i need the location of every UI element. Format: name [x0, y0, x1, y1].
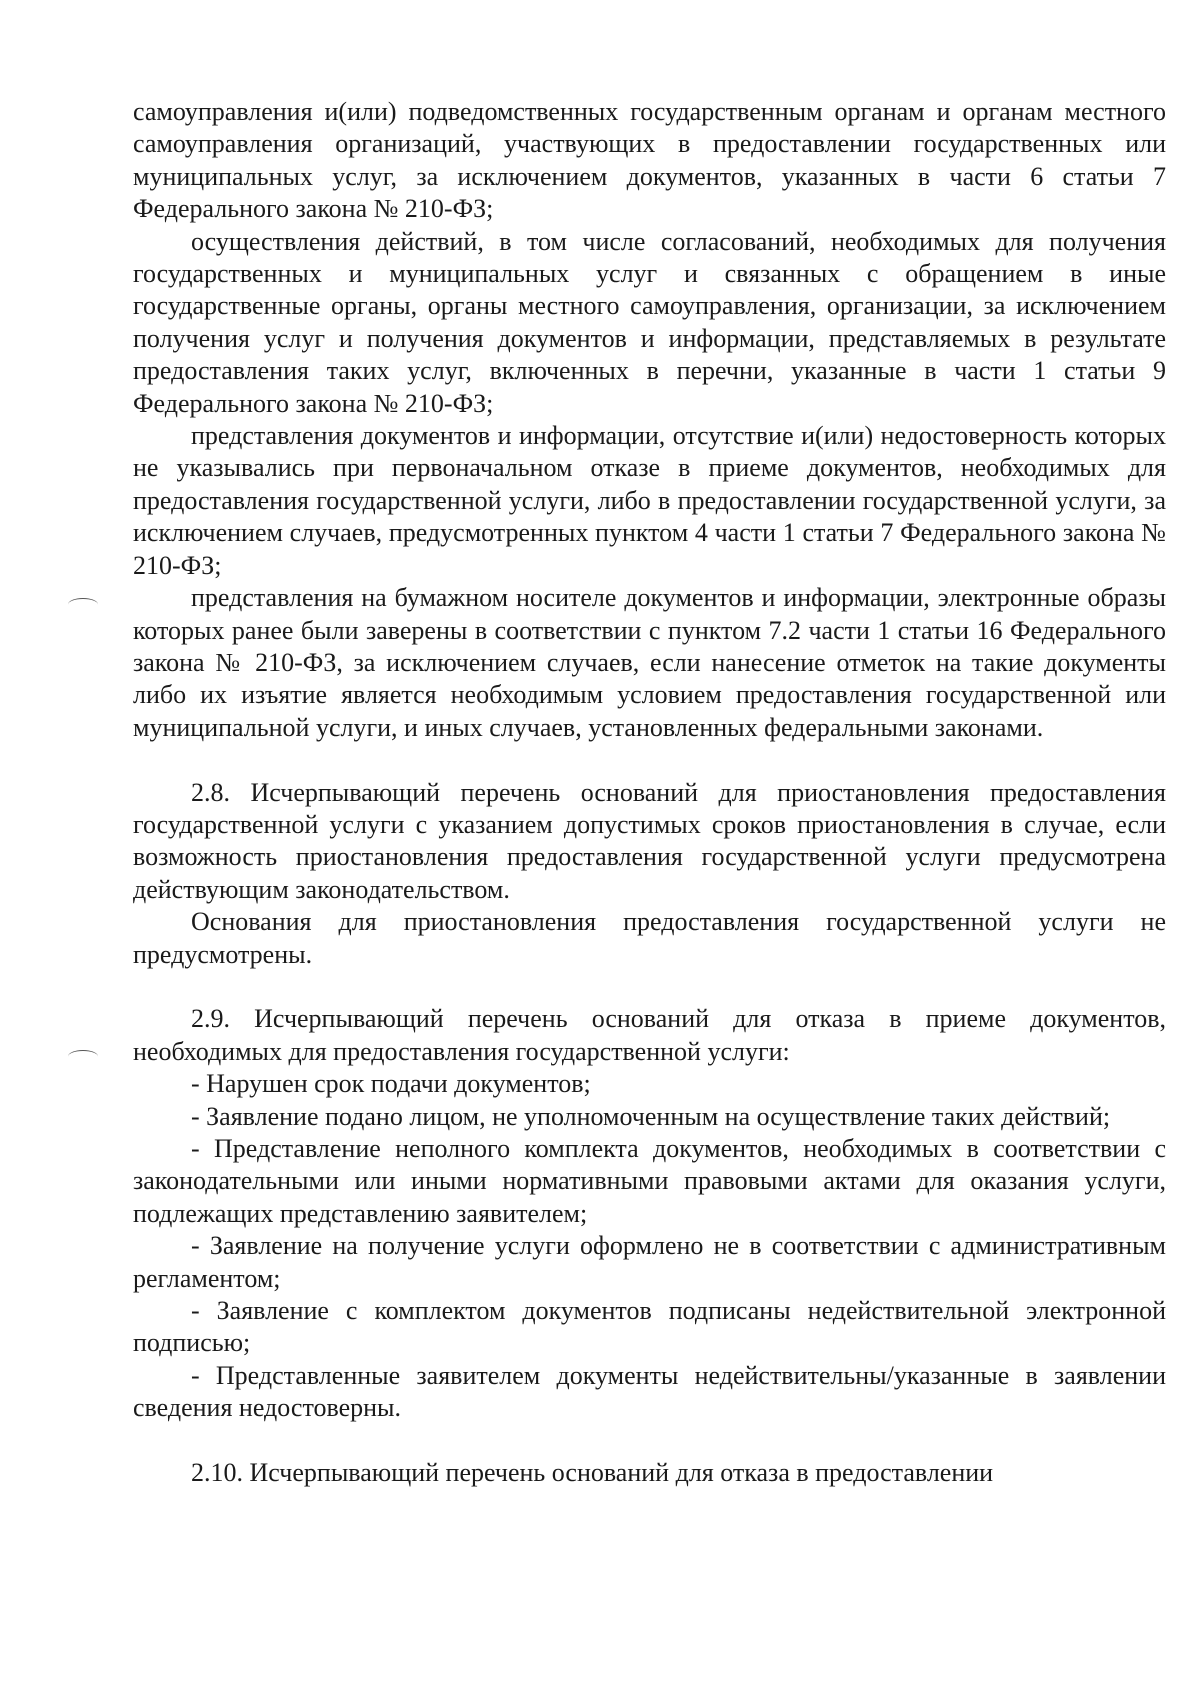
list-item: - Заявление с комплектом документов подписаны недействительной электронной подписью;: [133, 1296, 1166, 1358]
list-item: - Представленные заявителем документы недействительны/указанные в заявлении сведения недостоверны.: [133, 1360, 1166, 1423]
document-body: [133, 96, 1166, 1489]
list-item: - Представление неполного комплекта документов, необходимых в соответствии с законодательными или иными нормативными правовыми актами для оказания услуги, подлежащих представлению заявителем;: [133, 1133, 1166, 1228]
list-item: - Заявление подано лицом, не уполномоченным на осуществление таких действий;: [191, 1101, 1111, 1131]
list-item: - Нарушен срок подачи документов;: [191, 1069, 591, 1099]
scan-margin-mark: [68, 598, 98, 611]
paragraph-documents: представления документов и информации, отсутствие и(или) недостоверность которых не указывались при первоначальном отказе в приеме документов, необходимых для предоставления государственной услуги, либо в предоставлении государственной услуги, за исключением случаев, предусмотренных пунктом 4 части 1 статьи 7 Федерального закона № 210-ФЗ;: [133, 421, 1166, 580]
paragraph-continuation: самоуправления и(или) подведомственных государственным органам и органам местного самоуправления организаций, участвующих в предоставлении государственных или муниципальных услуг, за исключением документов, указанных в части 6 статьи 7 Федерального закона № 210-ФЗ;: [133, 97, 1166, 224]
scan-margin-mark: [68, 1050, 98, 1063]
section-2-8-text: Основания для приостановления предоставления государственной услуги не предусмотрены.: [133, 907, 1166, 969]
paragraph-actions: осуществления действий, в том числе согласований, необходимых для получения государственных и муниципальных услуг и связанных с обращением в иные государственные органы, органы местного самоуправления, организации, за исключением получения услуг и получения документов и информации, представляемых в результате предоставления таких услуг, включенных в перечни, указанные в части 1 статьи 9 Федерального закона № 210-ФЗ;: [133, 226, 1166, 418]
section-2-8-heading: 2.8. Исчерпывающий перечень оснований для приостановления предоставления государственной услуги с указанием допустимых сроков приостановления в случае, если возможность приостановления предоставления государственной услуги предусмотрена действующим законодательством.: [133, 777, 1166, 904]
section-2-9-heading: 2.9. Исчерпывающий перечень оснований для отказа в приеме документов, необходимых для предоставления государственной услуги:: [133, 1004, 1166, 1066]
paragraph-paper-media: представления на бумажном носителе документов и информации, электронные образы которых ранее были заверены в соответствии с пунктом 7.2 части 1 статьи 16 Федерального закона № 210-ФЗ, за исключением случаев, если нанесение отметок на такие документы либо их изъятие является необходимым условием предоставления государственной или муниципальной услуги, и иных случаев, установленных федеральными законами.: [133, 583, 1166, 742]
list-item: - Заявление на получение услуги оформлено не в соответствии с административным регламентом;: [133, 1231, 1166, 1293]
section-2-10-heading: 2.10. Исчерпывающий перечень оснований для отказа в предоставлении: [191, 1458, 994, 1488]
